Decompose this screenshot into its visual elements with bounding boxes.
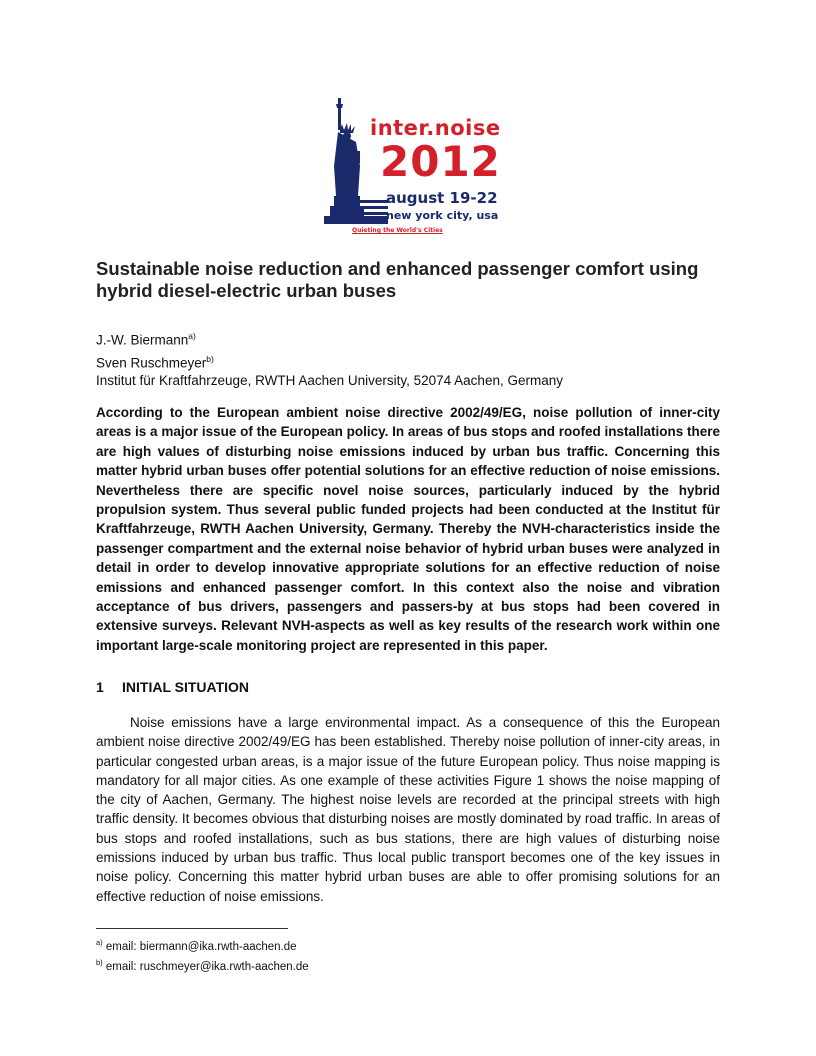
author-line (96, 350, 563, 373)
footnote (96, 935, 309, 955)
affiliation: Institut für Kraftfahrzeuge, RWTH Aachen University, 52074 Aachen, Germany (96, 373, 563, 388)
body-paragraph: Noise emissions have a large environmental impact. As a consequence of this the European ambient noise directive 2002/49/EG has been established. Thereby noise pollution of inner-city areas, in particular congested urban areas, is a major issue of the future European policy. Thus noise mapping is mandatory for all major cities. As one example of these activities Figure 1 shows the noise mapping of the city of Aachen, Germany. The highest noise levels are recorded at the principal streets with high traffic density. It becomes obvious that disturbing noises are mostly dominated by road traffic. In areas of bus stops and roofed installations, such as bus stations, there are high values of disturbing noise emissions induced by urban bus traffic. Thus local public transport becomes one of the key issues in noise policy. Concerning this matter hybrid urban buses are able to offer promising solutions for an effective reduction of noise emissions. (96, 715, 720, 904)
author-line (96, 327, 563, 350)
section-heading (96, 679, 249, 695)
footnote-text: email: biermann@ika.rwth-aachen.de (105, 940, 297, 953)
author-block (96, 327, 563, 390)
footnotes (96, 935, 309, 975)
footnote-mark: a) (96, 938, 103, 947)
logo-year: 2012 (380, 137, 501, 186)
author-name: Sven Ruschmeyer (96, 355, 207, 370)
author-name: J.-W. Biermann (96, 332, 189, 348)
paper-title: Sustainable noise reduction and enhanced passenger comfort using hybrid diesel-electric urban buses (96, 258, 699, 301)
logo-dates: august 19-22 (386, 189, 498, 207)
footnote-divider (96, 928, 288, 929)
logo-location: new york city, usa (386, 209, 499, 222)
logo-conference-name: inter.noise (370, 116, 501, 140)
author-footnote-mark: b) (206, 353, 214, 364)
section-number: 1 (96, 679, 104, 695)
footnote-mark: b) (96, 957, 103, 967)
section-title: INITIAL SITUATION (122, 679, 250, 695)
author-footnote-mark: a) (188, 331, 196, 341)
conference-logo (320, 96, 510, 246)
abstract: According to the European ambient noise directive 2002/49/EG, noise pollution of inner-city areas is a major issue of the European policy. In areas of bus stops and roofed installations there are high values of disturbing noise emissions induced by urban bus traffic. Concerning this matter hybrid urban buses offer potential solutions for an effective reduction of noise emissions. Nevertheless there are specific novel noise sources, particularly induced by the hybrid propulsion system. Thus several public funded projects had been conducted at the Institut für Kraftfahrzeuge, RWTH Aachen University, Germany. Thereby the NVH-characteristics inside the passenger compartment and the external noise behavior of hybrid urban buses were analyzed in detail in order to develop innovative appropriate solutions for an effective reduction of noise emissions and enhanced passenger comfort. In this context also the noise and vibration acceptance of bus drivers, passengers and passers-by at bus stops had been covered in extensive surveys. Relevant NVH-aspects as well as key results of the research work within one important large-scale monitoring project are represented in this paper. (96, 405, 720, 653)
footnote (96, 955, 309, 975)
logo-tagline: Quieting the World's Cities (352, 227, 443, 234)
footnote-text: email: ruschmeyer@ika.rwth-aachen.de (105, 960, 309, 973)
